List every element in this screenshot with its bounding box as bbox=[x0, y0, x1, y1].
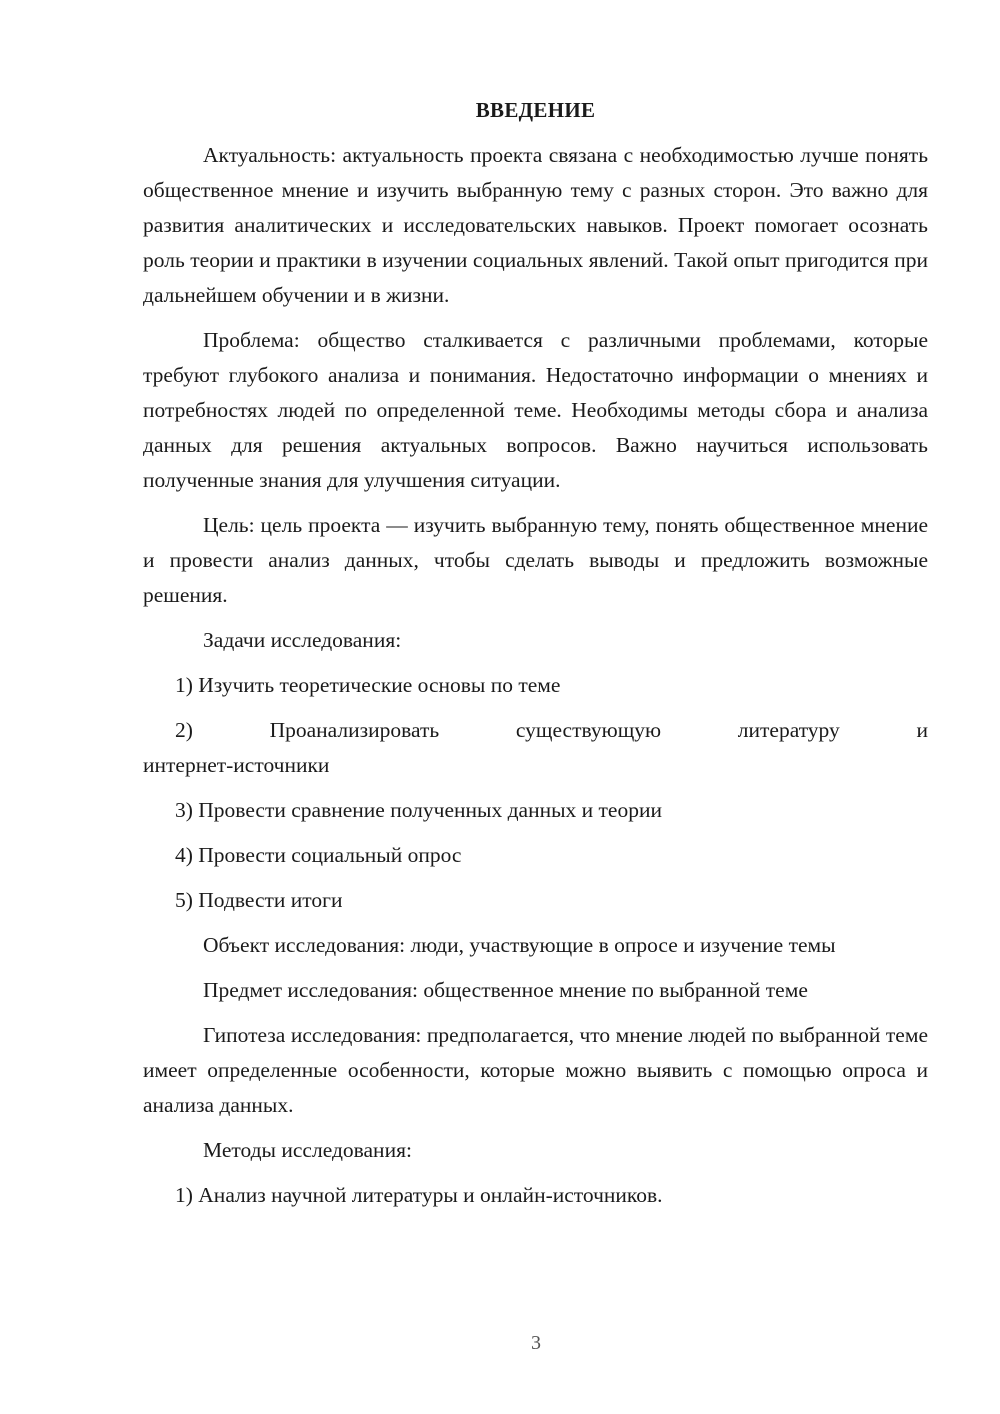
task-item-2-word: литературу bbox=[737, 718, 840, 742]
task-item-2-first-line bbox=[143, 713, 928, 748]
relevance-paragraph: Актуальность: актуальность проекта связана с необходимостью лучше понять общественное мнение и изучить выбранную тему с разных сторон. Это важно для развития аналитических и исследовательских навыков. Проект помогает осознать роль теории и практики в изучении социальных явлений. Такой опыт пригодится при дальнейшем обучении и в жизни. bbox=[143, 143, 928, 307]
task-item-2-word: существующую bbox=[515, 718, 662, 742]
task-item-5: 5) Подвести итоги bbox=[175, 888, 343, 912]
tasks-heading: Задачи исследования: bbox=[203, 628, 402, 652]
task-item-2-word: 2) bbox=[175, 718, 193, 742]
task-item-1: 1) Изучить теоретические основы по теме bbox=[175, 673, 561, 697]
hypothesis-paragraph: Гипотеза исследования: предполагается, что мнение людей по выбранной теме имеет определенные особенности, которые можно выявить с помощью опроса и анализа данных. bbox=[143, 1023, 928, 1117]
object-paragraph: Объект исследования: люди, участвующие в опросе и изучение темы bbox=[203, 933, 836, 957]
task-item-2-word: Проанализировать bbox=[269, 718, 440, 742]
page-title: ВВЕДЕНИЕ bbox=[475, 98, 596, 122]
task-item-2-word: и bbox=[916, 718, 928, 742]
subject-paragraph: Предмет исследования: общественное мнение по выбранной теме bbox=[203, 978, 808, 1002]
task-item-2 bbox=[143, 713, 928, 783]
problem-paragraph: Проблема: общество сталкивается с различными проблемами, которые требуют глубокого анализа и понимания. Недостаточно информации о мнениях и потребностях людей по определенной теме. Необходимы методы сбора и анализа данных для решения актуальных вопросов. Важно научиться использовать полученные знания для улучшения ситуации. bbox=[143, 328, 928, 492]
task-item-4: 4) Провести социальный опрос bbox=[175, 843, 462, 867]
method-item-1: 1) Анализ научной литературы и онлайн-источников. bbox=[175, 1183, 663, 1207]
goal-paragraph: Цель: цель проекта — изучить выбранную тему, понять общественное мнение и провести анализ данных, чтобы сделать выводы и предложить возможные решения. bbox=[143, 513, 928, 607]
task-item-3: 3) Провести сравнение полученных данных и теории bbox=[175, 798, 662, 822]
page-number: 3 bbox=[531, 1332, 541, 1354]
task-item-2-continuation: интернет-источники bbox=[143, 753, 330, 777]
methods-heading: Методы исследования: bbox=[203, 1138, 412, 1162]
document-page bbox=[143, 94, 928, 1223]
